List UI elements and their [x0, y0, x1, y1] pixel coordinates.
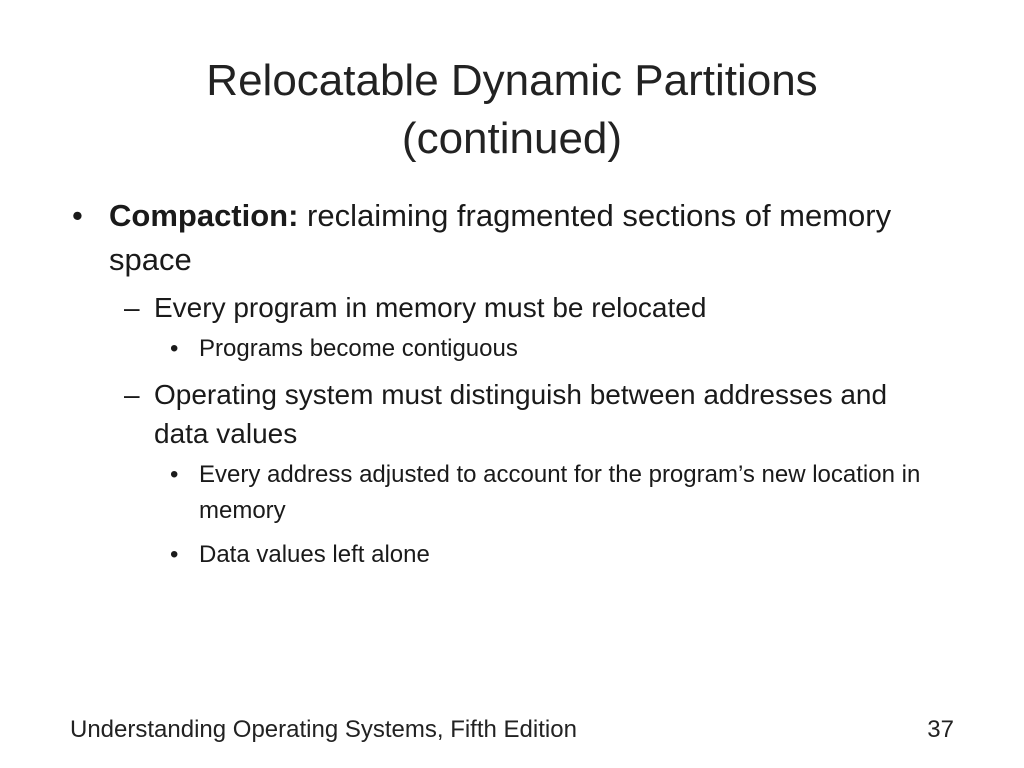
title-line-2: (continued) — [401, 114, 623, 163]
sub-sub-bullet-data-values — [68, 537, 948, 573]
title-line-1: Relocatable Dynamic Partitions — [206, 56, 818, 105]
sub-sub-bullet-text: Every address adjusted to account for the program’s new location in memory — [199, 461, 921, 524]
slide-title — [0, 52, 1024, 168]
bullet-marker: • — [72, 198, 83, 233]
dash-marker: – — [124, 292, 140, 323]
sub-bullet-text: Operating system must distinguish between addresses and data values — [154, 379, 888, 449]
sub-bullet-relocated — [68, 288, 948, 327]
page-number: 37 — [927, 716, 954, 743]
sub-bullet-distinguish — [68, 375, 948, 453]
bullet-list — [68, 194, 948, 581]
sub-sub-bullet-text: Data values left alone — [199, 541, 430, 568]
bullet-marker: • — [170, 335, 179, 362]
definition-compaction: reclaiming fragmented sections of memory space — [109, 198, 892, 277]
sub-sub-bullet-address-adjusted — [68, 457, 948, 529]
bullet-marker: • — [170, 541, 179, 568]
footer-text: Understanding Operating Systems, Fifth Edition — [70, 716, 577, 743]
term-compaction: Compaction: — [109, 198, 299, 233]
sub-sub-bullet-text: Programs become contiguous — [199, 335, 518, 362]
dash-marker: – — [124, 379, 140, 410]
sub-bullet-text: Every program in memory must be relocated — [154, 292, 707, 323]
sub-sub-bullet-contiguous — [68, 331, 948, 367]
bullet-marker: • — [170, 461, 179, 488]
bullet-compaction — [68, 194, 948, 282]
